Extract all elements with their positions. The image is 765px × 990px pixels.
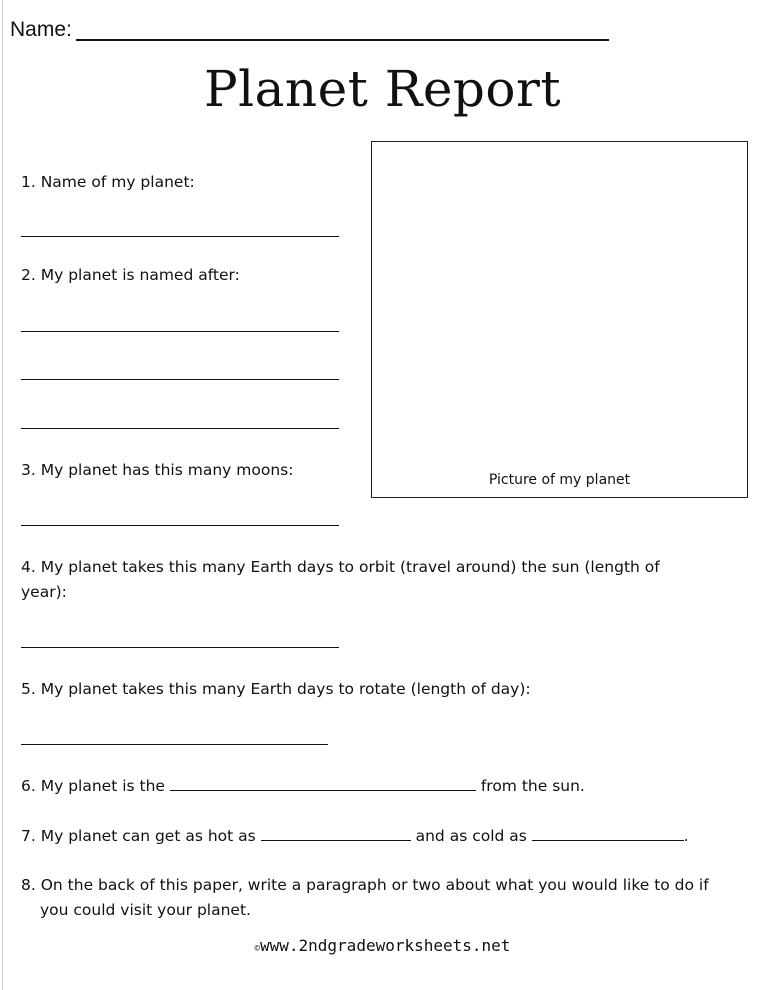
name-label: Name: — [10, 18, 72, 41]
page-title: Planet Report — [203, 60, 562, 118]
answer-line-q3[interactable] — [21, 525, 339, 526]
planet-picture-box[interactable] — [371, 141, 748, 498]
question-6-prefix: 6. My planet is the — [21, 777, 165, 795]
question-4 — [21, 555, 711, 605]
question-2: 2. My planet is named after: — [21, 266, 240, 284]
name-row — [10, 18, 610, 48]
question-1: 1. Name of my planet: — [21, 173, 195, 191]
question-5: 5. My planet takes this many Earth days to rotate (length of day): — [21, 680, 531, 698]
answer-line-q1[interactable] — [21, 236, 339, 237]
question-4-line-1: 4. My planet takes this many Earth days to orbit (travel around) the sun (length of — [21, 558, 660, 576]
question-7-prefix: 7. My planet can get as hot as — [21, 827, 256, 845]
question-7-middle: and as cold as — [415, 827, 527, 845]
picture-caption: Picture of my planet — [488, 472, 631, 488]
page-edge — [2, 0, 3, 990]
question-7 — [21, 824, 689, 849]
question-6-suffix: from the sun. — [480, 777, 585, 795]
answer-line-q2-b[interactable] — [21, 379, 339, 380]
answer-blank-q6[interactable] — [170, 774, 476, 791]
answer-blank-q7-hot[interactable] — [261, 824, 411, 841]
name-field-line[interactable] — [76, 39, 609, 41]
question-6 — [21, 774, 585, 799]
answer-line-q5[interactable] — [21, 744, 328, 745]
copyright-symbol: © — [254, 944, 260, 954]
answer-line-q2-a[interactable] — [21, 331, 339, 332]
answer-blank-q7-cold[interactable] — [532, 824, 684, 841]
question-7-end: . — [683, 827, 689, 845]
answer-line-q4[interactable] — [21, 647, 339, 648]
question-4-line-2: year): — [21, 583, 67, 601]
answer-line-q2-c[interactable] — [21, 428, 339, 429]
question-8: 8. On the back of this paper, write a paragraph or two about what you would like to do if you could visit your planet. — [21, 876, 709, 919]
footer-site[interactable]: www.2ndgradeworksheets.net — [259, 936, 511, 955]
footer — [0, 936, 765, 955]
question-3: 3. My planet has this many moons: — [21, 461, 294, 479]
